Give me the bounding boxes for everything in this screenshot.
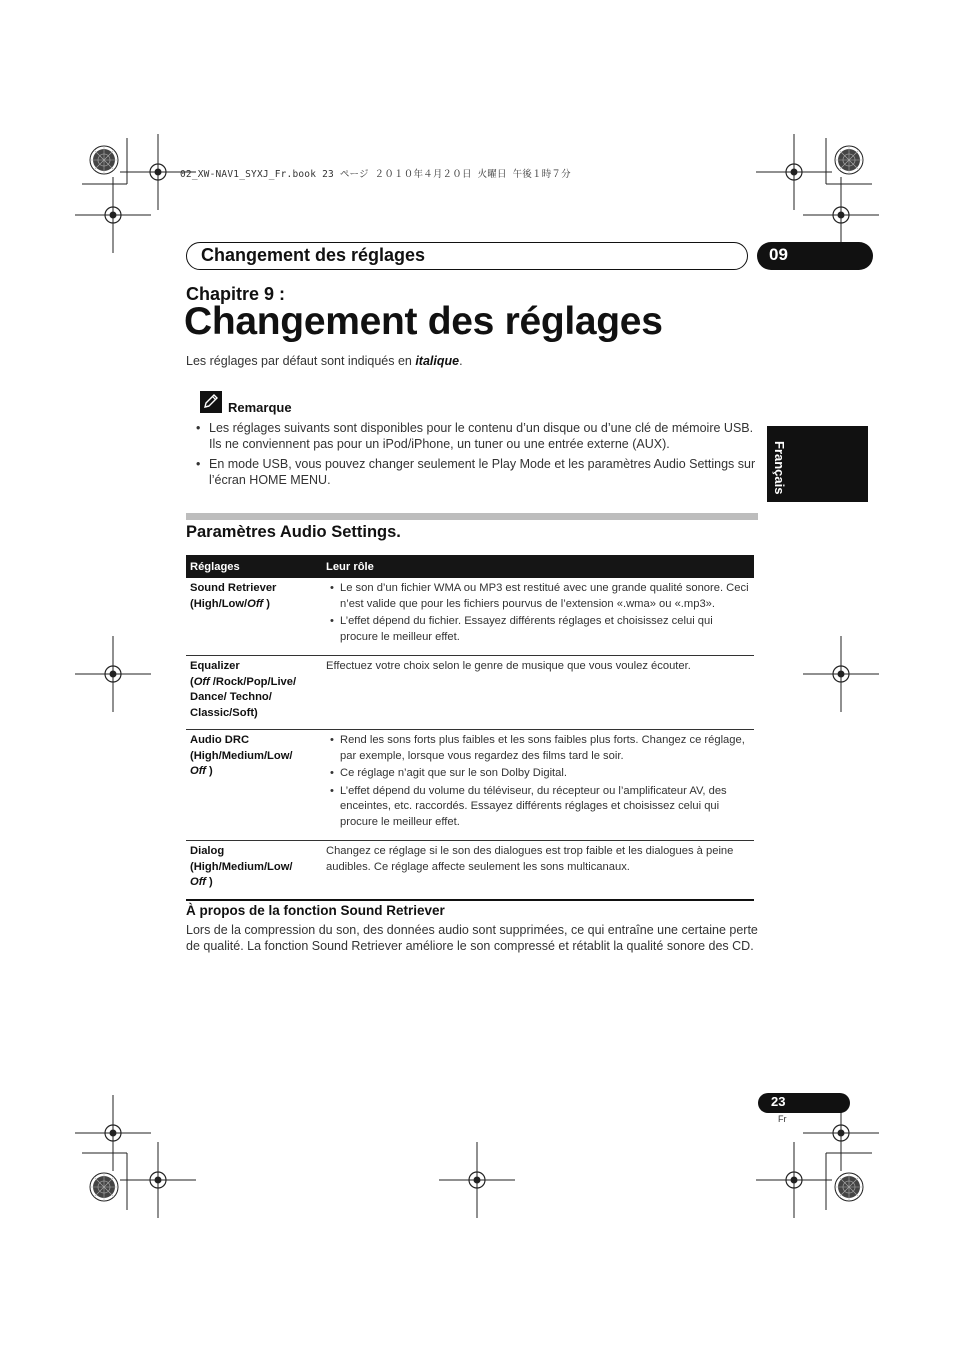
setting-name-line: Equalizer [190,660,240,672]
setting-name-line: Classic/Soft) [190,706,258,719]
setting-name-line: Sound Retriever [190,582,277,594]
table-header-row [186,555,754,578]
print-header: 02_XW-NAV1_SYXJ_Fr.book 23 ページ ２０１０年４月２０日 火曜日 午後１時７分 [180,169,571,180]
chapter-header-bar [186,242,748,270]
page-title: Changement des réglages [184,300,663,343]
setting-name-line: (High/Low/ [190,597,248,610]
note-title: Remarque [228,400,292,415]
page-language-code: Fr [778,1114,787,1124]
setting-name-line: (High/Medium/Low/ [190,860,293,873]
setting-name-line: Dialog [190,845,225,857]
setting-name-line: Audio DRC [190,734,250,746]
setting-default-italic: Off [190,876,206,888]
table-row [186,578,754,656]
chapter-label: Chapitre 9 : [186,284,286,304]
subsection-title: À propos de la fonction Sound Retriever [186,903,445,918]
setting-name [186,841,322,900]
setting-name-line: ) [263,597,270,610]
setting-default-italic: Off [247,597,264,610]
chapter-number-badge [757,242,873,270]
language-tab [767,426,868,502]
setting-name [186,656,322,730]
table-row [186,841,754,900]
setting-description: Effectuez votre choix selon le genre de musique que vous voulez écouter. [322,656,754,730]
setting-name [186,578,322,656]
chapter-header-title: Changement des réglages [201,245,426,265]
setting-description [322,578,754,656]
crop-mark-mid-right [803,636,879,712]
section-divider [186,513,758,520]
note-pencil-icon [200,391,222,413]
intro-italic-word: italique [415,354,460,368]
table-row [186,656,754,730]
description-bullet: • Rend les sons forts plus faibles et les sons faibles plus forts. Changez ce réglage, par exemple, lorsque vous regardez des films tard le soir. [326,733,750,764]
table-header-settings: Réglages [186,555,322,578]
page-number: 23 [771,1094,786,1109]
setting-name-line: ( [190,675,194,688]
chapter-number: 09 [769,245,788,264]
note-list [196,420,758,492]
crop-mark-top-left [75,134,196,253]
table-header-role: Leur rôle [322,555,754,578]
setting-description: Changez ce réglage si le son des dialogues est trop faible et les dialogues à peine audibles. Ce réglage affecte seulement les sons multicanaux. [322,841,754,900]
setting-name-line: ) [205,765,213,777]
setting-description [322,730,754,841]
setting-default-italic: Off [190,765,206,777]
setting-default-italic: Off [193,675,210,688]
intro-sentence: Les réglages par défaut sont indiqués en [186,354,416,368]
crop-mark-bottom-center [439,1142,515,1218]
setting-name [186,730,322,841]
crop-mark-top-right [756,134,879,253]
description-bullet: • Le son d’un fichier WMA ou MP3 est restitué avec une grande qualité sonore. Ceci n’est valide que pour les fichiers pourvus de l’extension «.wma» ou «.mp3». [326,581,750,612]
subsection-paragraph: Lors de la compression du son, des données audio sont supprimées, ce qui entraîne une certaine perte de qualité. La fonction Sound Retriever améliore le son compressé et rétablit la qualité sonore des CD. [186,923,758,953]
description-bullet: • L’effet dépend du volume du téléviseur, du récepteur ou l’amplificateur AV, des enceintes, etc. raccordés. Essayez différents réglages et choisissez celui qui procure le meilleur effet. [326,784,750,831]
crop-mark-bottom-right [756,1095,879,1218]
setting-name-line: Dance/ Techno/ [190,691,272,703]
table-row [186,730,754,841]
setting-name-line: ) [205,876,213,888]
audio-settings-table [186,555,754,901]
intro-end: . [459,354,463,368]
description-bullet: • L’effet dépend du fichier. Essayez différents réglages et choisissez celui qui procure le meilleur effet. [326,614,750,645]
description-bullet: • Ce réglage n’agit que sur le son Dolby Digital. [326,766,750,782]
note-item: • Les réglages suivants sont disponibles pour le contenu d’un disque ou d’une clé de mémoire USB. Ils ne conviennent pas pour un iPod/iPhone, un tuner ou une entrée externe (AUX). [196,420,758,452]
intro-text [186,354,463,368]
setting-name-line: /Rock/Pop/Live/ [209,675,297,688]
setting-name-line: (High/Medium/Low/ [190,749,293,762]
note-item: • En mode USB, vous pouvez changer seulement le Play Mode et les paramètres Audio Settings sur l’écran HOME MENU. [196,456,758,488]
language-tab-label: Français [772,441,787,495]
section-title: Paramètres Audio Settings. [186,523,401,541]
page-number-badge [758,1093,850,1113]
crop-mark-mid-left [75,636,151,712]
crop-mark-bottom-left [75,1095,196,1218]
